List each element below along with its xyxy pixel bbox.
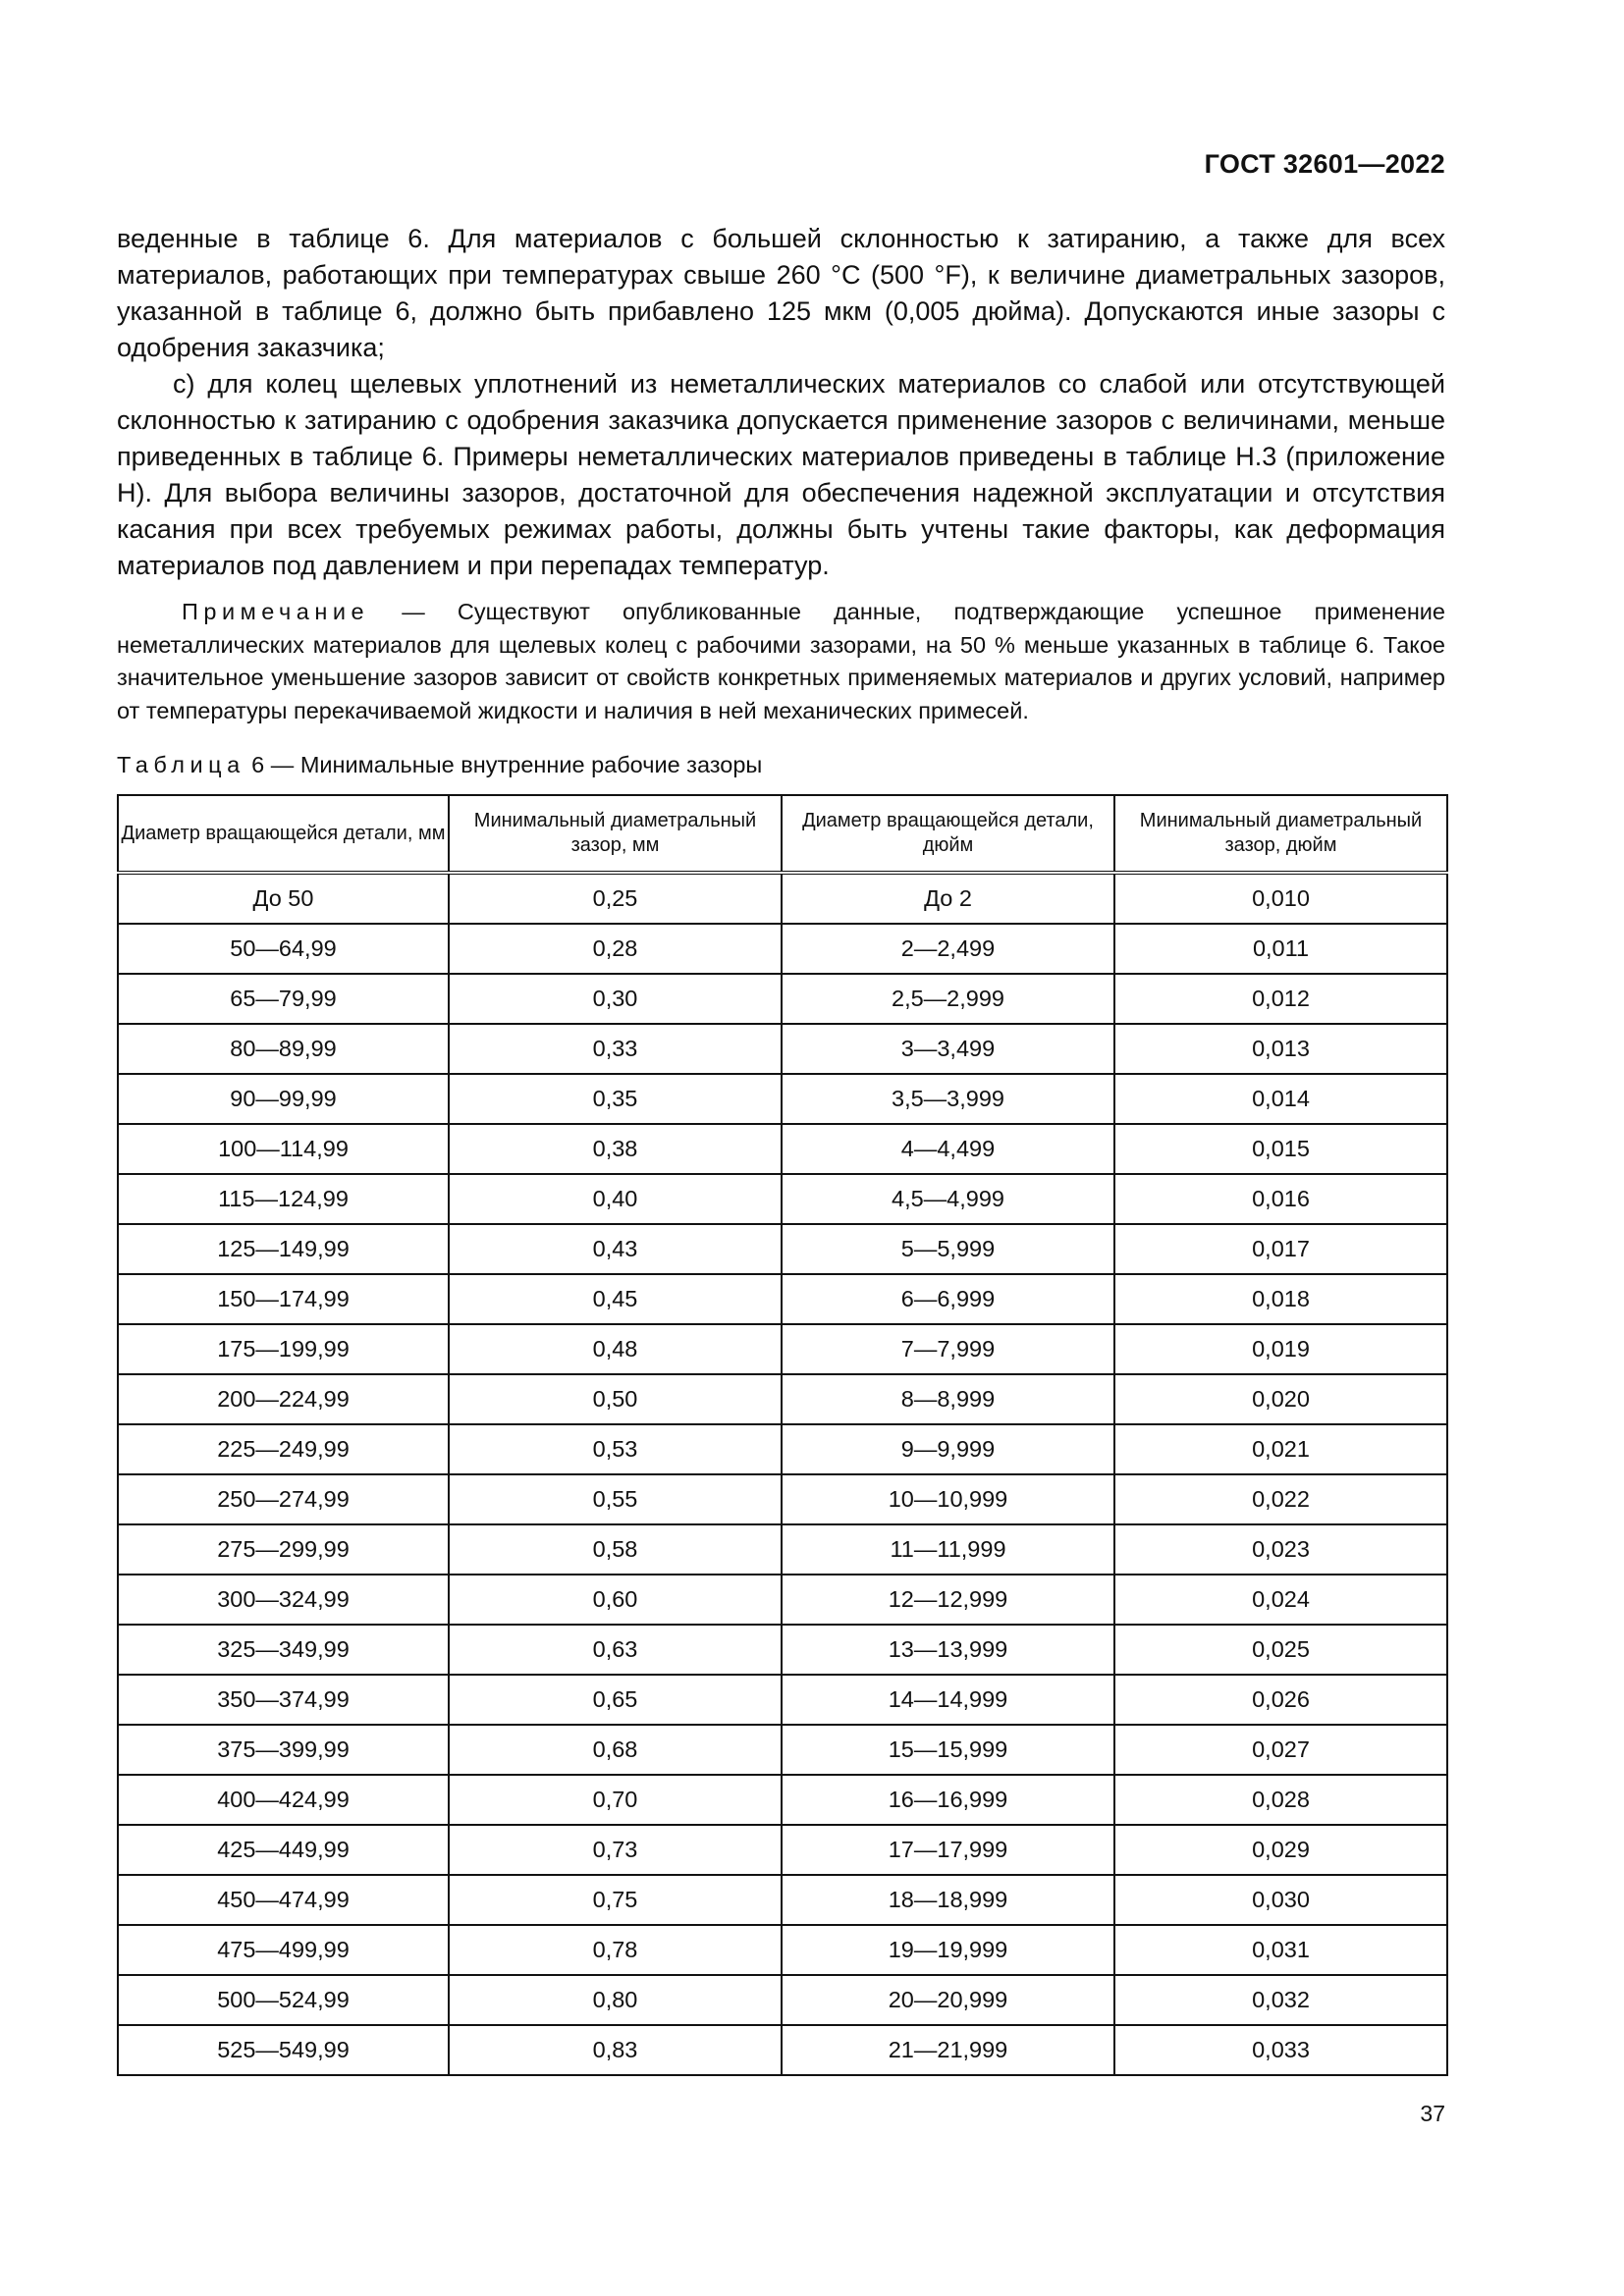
table-cell: 0,68 <box>449 1725 782 1775</box>
table-cell: 17—17,999 <box>782 1825 1114 1875</box>
table-cell: 0,38 <box>449 1124 782 1174</box>
table-row <box>118 1424 1447 1474</box>
table-cell: 0,014 <box>1114 1074 1447 1124</box>
table-cell: 225—249,99 <box>118 1424 449 1474</box>
table-row <box>118 1224 1447 1274</box>
table-cell: 400—424,99 <box>118 1775 449 1825</box>
table-cell: 0,33 <box>449 1024 782 1074</box>
table-cell: 3—3,499 <box>782 1024 1114 1074</box>
table-cell: 0,025 <box>1114 1625 1447 1675</box>
table-cell: 450—474,99 <box>118 1875 449 1925</box>
table-cell: 4—4,499 <box>782 1124 1114 1174</box>
table-cell: 0,022 <box>1114 1474 1447 1524</box>
table-cell: 90—99,99 <box>118 1074 449 1124</box>
table-cell: 0,031 <box>1114 1925 1447 1975</box>
table-cell: 175—199,99 <box>118 1324 449 1374</box>
note <box>117 596 1445 727</box>
table-caption-label: Таблица <box>117 752 245 777</box>
table-cell: 18—18,999 <box>782 1875 1114 1925</box>
table-cell: 0,019 <box>1114 1324 1447 1374</box>
table-row <box>118 1174 1447 1224</box>
table-row <box>118 1825 1447 1875</box>
table-row <box>118 873 1447 924</box>
table-cell: 5—5,999 <box>782 1224 1114 1274</box>
table-cell: 65—79,99 <box>118 974 449 1024</box>
table-cell: 11—11,999 <box>782 1524 1114 1575</box>
table-cell: 0,011 <box>1114 924 1447 974</box>
table-cell: 350—374,99 <box>118 1675 449 1725</box>
table-cell: 0,35 <box>449 1074 782 1124</box>
table-cell: 0,75 <box>449 1875 782 1925</box>
table-cell: 125—149,99 <box>118 1224 449 1274</box>
table-cell: 7—7,999 <box>782 1324 1114 1374</box>
table-row <box>118 1374 1447 1424</box>
table-cell: 0,029 <box>1114 1825 1447 1875</box>
table-cell: 15—15,999 <box>782 1725 1114 1775</box>
table-cell: 0,73 <box>449 1825 782 1875</box>
table-row <box>118 1925 1447 1975</box>
table-row <box>118 1775 1447 1825</box>
table-row <box>118 1625 1447 1675</box>
table-body <box>118 873 1447 2075</box>
table-cell: 100—114,99 <box>118 1124 449 1174</box>
table-cell: 0,032 <box>1114 1975 1447 2025</box>
note-label: Примечание <box>182 599 370 624</box>
table-cell: 0,60 <box>449 1575 782 1625</box>
table-row <box>118 1124 1447 1174</box>
table-header-cell: Минимальный диаметральный зазор, дюйм <box>1114 795 1447 873</box>
body-text <box>117 221 1445 584</box>
table-cell: 0,48 <box>449 1324 782 1374</box>
clearance-table <box>117 794 1448 2076</box>
table-cell: 0,012 <box>1114 974 1447 1024</box>
table-cell: 275—299,99 <box>118 1524 449 1575</box>
table-cell: 13—13,999 <box>782 1625 1114 1675</box>
table-cell: 0,58 <box>449 1524 782 1575</box>
table-cell: 0,015 <box>1114 1124 1447 1174</box>
table-cell: 475—499,99 <box>118 1925 449 1975</box>
table-cell: 0,027 <box>1114 1725 1447 1775</box>
table-cell: 0,023 <box>1114 1524 1447 1575</box>
table-cell: 0,50 <box>449 1374 782 1424</box>
table-cell: 0,70 <box>449 1775 782 1825</box>
table-cell: 20—20,999 <box>782 1975 1114 2025</box>
table-cell: 525—549,99 <box>118 2025 449 2075</box>
table-cell: 0,030 <box>1114 1875 1447 1925</box>
table-cell: 19—19,999 <box>782 1925 1114 1975</box>
table-cell: 200—224,99 <box>118 1374 449 1424</box>
table-cell: 0,017 <box>1114 1224 1447 1274</box>
table-cell: 3,5—3,999 <box>782 1074 1114 1124</box>
table-cell: 21—21,999 <box>782 2025 1114 2075</box>
table-row <box>118 1725 1447 1775</box>
table-cell: 0,028 <box>1114 1775 1447 1825</box>
table-cell: 0,65 <box>449 1675 782 1725</box>
table-cell: 10—10,999 <box>782 1474 1114 1524</box>
table-row <box>118 1324 1447 1374</box>
table-cell: 0,024 <box>1114 1575 1447 1625</box>
table-cell: 0,033 <box>1114 2025 1447 2075</box>
table-row <box>118 1524 1447 1575</box>
table-cell: 0,021 <box>1114 1424 1447 1474</box>
table-row <box>118 2025 1447 2075</box>
table-cell: 14—14,999 <box>782 1675 1114 1725</box>
table-row <box>118 974 1447 1024</box>
table-cell: 0,010 <box>1114 873 1447 924</box>
table-row <box>118 1074 1447 1124</box>
table-row <box>118 1675 1447 1725</box>
table-cell: 425—449,99 <box>118 1825 449 1875</box>
note-text: — Существуют опубликованные данные, подтверждающие успешное применение неметаллических материалов для щелевых колец с рабочими зазорами, на 50 % меньше указанных в таблице 6. Такое значительное уменьшение зазоров зависит от свойств конкретных применяемых материалов и других условий, например от температуры перекачиваемой жидкости и наличия в ней механических примесей. <box>117 599 1445 723</box>
table-cell: 0,016 <box>1114 1174 1447 1224</box>
table-cell: 0,83 <box>449 2025 782 2075</box>
table-cell: 375—399,99 <box>118 1725 449 1775</box>
table-cell: 0,25 <box>449 873 782 924</box>
table-cell: 150—174,99 <box>118 1274 449 1324</box>
table-cell: 16—16,999 <box>782 1775 1114 1825</box>
table-cell: 250—274,99 <box>118 1474 449 1524</box>
table-header-cell: Минимальный диаметральный зазор, мм <box>449 795 782 873</box>
table-header-row <box>118 795 1447 873</box>
table-row <box>118 924 1447 974</box>
table-cell: 80—89,99 <box>118 1024 449 1074</box>
table-cell: 0,63 <box>449 1625 782 1675</box>
table-cell: 300—324,99 <box>118 1575 449 1625</box>
table-cell: 325—349,99 <box>118 1625 449 1675</box>
table-row <box>118 1975 1447 2025</box>
table-header-cell: Диаметр вращающейся детали, дюйм <box>782 795 1114 873</box>
table-cell: 12—12,999 <box>782 1575 1114 1625</box>
page-number: 37 <box>1420 2101 1445 2126</box>
table-cell: 0,43 <box>449 1224 782 1274</box>
table-row <box>118 1575 1447 1625</box>
table-cell: 0,026 <box>1114 1675 1447 1725</box>
table-cell: 0,020 <box>1114 1374 1447 1424</box>
table-cell: 2,5—2,999 <box>782 974 1114 1024</box>
table-cell: 4,5—4,999 <box>782 1174 1114 1224</box>
document-header-id: ГОСТ 32601—2022 <box>1204 149 1445 179</box>
table-row <box>118 1875 1447 1925</box>
table-row <box>118 1474 1447 1524</box>
table-cell: 0,30 <box>449 974 782 1024</box>
table-cell: 9—9,999 <box>782 1424 1114 1474</box>
body-paragraph-1: веденные в таблице 6. Для материалов с большей склонностью к затиранию, а также для всех материалов, работающих при температурах свыше 260 °C (500 °F), к величине диаметральных зазоров, указанной в таблице 6, должно быть прибавлено 125 мкм (0,005 дюйма). Допускаются иные зазоры с одобрения заказчика; <box>117 224 1445 362</box>
table-cell: 50—64,99 <box>118 924 449 974</box>
table-cell: 0,018 <box>1114 1274 1447 1324</box>
table-cell: 0,80 <box>449 1975 782 2025</box>
table-cell: 0,53 <box>449 1424 782 1474</box>
table-caption <box>117 752 762 778</box>
table-cell: До 2 <box>782 873 1114 924</box>
table-cell: 0,40 <box>449 1174 782 1224</box>
table-cell: 0,78 <box>449 1925 782 1975</box>
table-cell: 6—6,999 <box>782 1274 1114 1324</box>
table-cell: 8—8,999 <box>782 1374 1114 1424</box>
table-row <box>118 1024 1447 1074</box>
table-row <box>118 1274 1447 1324</box>
table-cell: 115—124,99 <box>118 1174 449 1224</box>
table-cell: 2—2,499 <box>782 924 1114 974</box>
table-cell: 0,28 <box>449 924 782 974</box>
body-paragraph-2: c) для колец щелевых уплотнений из неметаллических материалов со слабой или отсутствующей склонностью к затиранию с одобрения заказчика допускается применение зазоров с величинами, меньше приведенных в таблице 6. Примеры неметаллических материалов приведены в таблице Н.3 (приложение Н). Для выбора величины зазоров, достаточной для обеспечения надежной эксплуатации и отсутствия касания при всех требуемых режимах работы, должны быть учтены такие факторы, как деформация материалов под давлением и при перепадах температур. <box>117 369 1445 580</box>
table-cell: 0,55 <box>449 1474 782 1524</box>
table-header-cell: Диаметр вращающейся детали, мм <box>118 795 449 873</box>
table-cell: 500—524,99 <box>118 1975 449 2025</box>
table-cell: 0,013 <box>1114 1024 1447 1074</box>
table-cell: 0,45 <box>449 1274 782 1324</box>
table-cell: До 50 <box>118 873 449 924</box>
table-caption-text: 6 — Минимальные внутренние рабочие зазоры <box>244 752 763 777</box>
